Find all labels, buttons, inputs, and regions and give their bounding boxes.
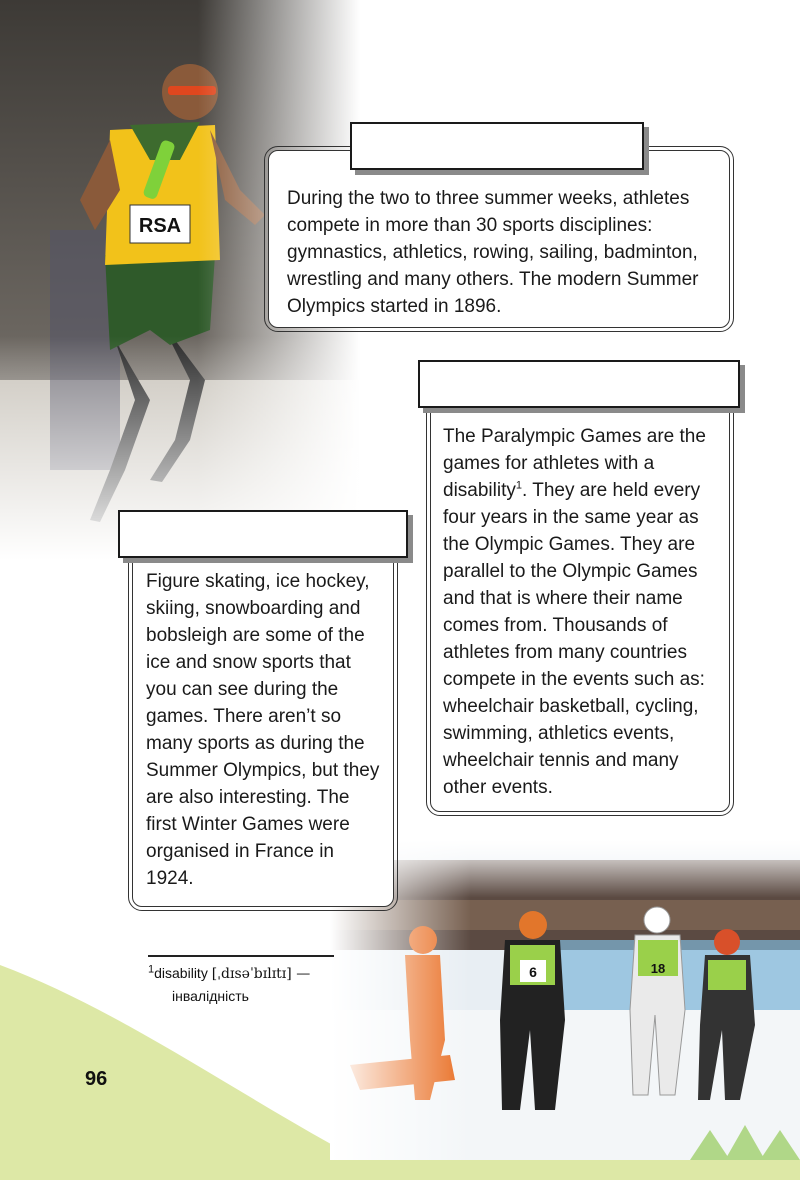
footnote-number: 1	[148, 963, 155, 976]
footnote-marker[interactable]: 1	[515, 479, 522, 492]
footnote-word: disability	[154, 965, 208, 981]
footnote-transcription: [ˌdɪsəˈbɪlɪtɪ] —	[211, 966, 311, 982]
ski-race-photo	[330, 840, 800, 1160]
winter-olympics-heading-box[interactable]	[118, 510, 408, 558]
paralympic-games-heading-box[interactable]	[418, 360, 740, 408]
winter-olympics-box	[132, 545, 394, 907]
footnote-translation: інвалідність	[172, 988, 249, 1004]
paralympic-games-text: The Paralympic Games are the games for athletes with a disability$^1$. They are held every four years in the same year as the Olympic Games. They are parallel to the Olympic Games and that is where their name comes from. Thousands of athletes from many countries compete in the events such as: wheelchair basketball, cycling, swimming, athletics events, wheelchair tennis and many other events.	[443, 426, 706, 798]
summer-olympics-heading-box[interactable]	[350, 122, 644, 170]
footnote-rule	[148, 955, 334, 957]
winter-olympics-text: Figure skating, ice hockey, skiing, snowboarding and bobsleigh are some of the ice and snow sports that you can see during the games. There aren’t so many sports as during the Summer Olympics, but they are also interesting. The first Winter Games were organised in France in 1924.	[146, 571, 380, 889]
summer-olympics-text: During the two to three summer weeks, athletes compete in more than 30 sports disciplines: gymnastics, athletics, rowing, sailing, badminton, wrestling and many others. The modern Summer Olympics started in 1896.	[287, 188, 699, 317]
footnote	[148, 962, 310, 1007]
page-number: 96	[85, 1068, 108, 1090]
paralympic-games-box	[430, 400, 730, 812]
summer-olympics-box	[268, 150, 730, 328]
